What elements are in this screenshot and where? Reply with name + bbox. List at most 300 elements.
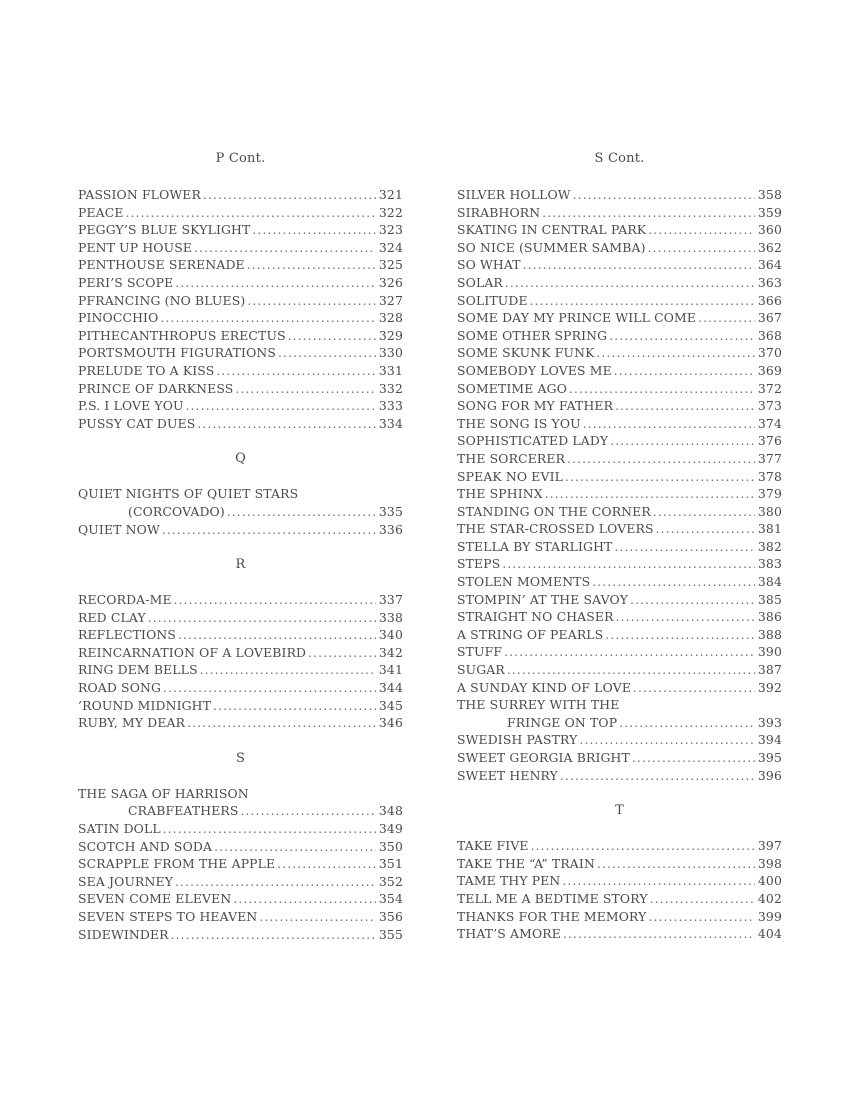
entry-title: SOPHISTICATED LADY [457, 433, 609, 449]
index-entry[interactable] [78, 274, 403, 292]
page-number: 398 [757, 855, 782, 871]
page-number: 344 [378, 680, 403, 696]
dot-leader [214, 839, 376, 857]
page-number: 369 [757, 362, 782, 378]
entry-title: RUBY, MY DEAR [78, 715, 186, 731]
index-entry[interactable] [457, 573, 782, 591]
entry-title: PUSSY CAT DUES [78, 415, 196, 431]
page-number: 342 [378, 644, 403, 660]
entry-title: QUIET NOW [78, 521, 160, 537]
section-letter-heading: Q [235, 451, 246, 467]
dot-leader [560, 768, 755, 786]
dot-leader [630, 592, 755, 610]
index-entry[interactable] [457, 432, 782, 450]
index-section [78, 186, 403, 432]
page-number: 324 [378, 239, 403, 255]
entry-title: PRINCE OF DARKNESS [78, 380, 234, 396]
index-entry[interactable] [78, 873, 403, 891]
index-entry[interactable] [78, 714, 403, 732]
entry-title: SEVEN COME ELEVEN [78, 891, 232, 907]
dot-leader [592, 574, 755, 592]
dot-leader [126, 205, 376, 223]
index-entry[interactable] [457, 309, 782, 327]
index-entry[interactable] [457, 925, 782, 943]
entry-title: SWEET GEORGIA BRIGHT [457, 750, 630, 765]
dot-leader [197, 416, 375, 434]
entry-title: SWEDISH PASTRY [457, 732, 578, 748]
dot-leader [200, 662, 376, 680]
index-entry[interactable] [78, 591, 403, 609]
page-number: 356 [378, 909, 403, 924]
dot-leader [148, 610, 376, 628]
dot-leader [597, 856, 755, 874]
page-number: 327 [378, 292, 403, 308]
entry-title: PINOCCHIO [78, 310, 159, 326]
entry-title: THE SURREY WITH THE [457, 697, 620, 713]
dot-leader [160, 310, 375, 328]
page-number: 386 [757, 609, 782, 625]
index-entry[interactable] [457, 591, 782, 609]
index-entry[interactable] [457, 204, 782, 222]
entry-title: SPEAK NO EVIL [457, 468, 564, 484]
page-number: 360 [757, 222, 782, 238]
entry-title: SCRAPPLE FROM THE APPLE [78, 856, 276, 872]
index-entry[interactable] [457, 767, 782, 785]
entry-title: TAME THY PEN [457, 873, 561, 889]
dot-leader [597, 345, 755, 363]
index-entry[interactable] [457, 890, 782, 908]
page-number: 373 [757, 398, 782, 414]
right-column [457, 150, 782, 943]
dot-leader [632, 750, 755, 768]
index-entry[interactable] [78, 838, 403, 856]
entry-title: RING DEM BELLS [78, 662, 198, 678]
dot-leader [507, 662, 755, 680]
entry-title: SOMEBODY LOVES ME [457, 362, 612, 378]
entry-title-continuation: FRINGE ON TOP [507, 714, 618, 730]
section-letter-heading: T [615, 803, 624, 819]
index-entry[interactable] [78, 221, 403, 239]
dot-leader [698, 310, 755, 328]
dot-leader [216, 363, 376, 381]
index-entry[interactable] [457, 520, 782, 538]
page-number: 388 [757, 626, 782, 642]
dot-leader [174, 592, 376, 610]
entry-title: PENTHOUSE SERENADE [78, 257, 245, 273]
page-number: 402 [757, 890, 782, 906]
index-entry[interactable] [78, 521, 403, 539]
entry-title: PFRANCING (NO BLUES) [78, 292, 246, 308]
index-entry[interactable] [78, 204, 403, 222]
index-entry[interactable] [457, 380, 782, 398]
page-number: 348 [378, 803, 403, 819]
index-entry[interactable] [457, 327, 782, 345]
dot-leader [523, 257, 755, 275]
entry-title: PASSION FLOWER [78, 187, 201, 202]
entry-title: SUGAR [457, 662, 505, 678]
page-number: 372 [757, 380, 782, 396]
page-number: 364 [757, 257, 782, 273]
index-entry[interactable] [457, 362, 782, 380]
entry-title: SO NICE (SUMMER SAMBA) [457, 239, 646, 255]
index-entry[interactable] [78, 908, 403, 926]
page-number: 368 [757, 327, 782, 343]
dot-leader [504, 644, 755, 662]
page-number: 370 [757, 345, 782, 361]
entry-title: STOLEN MOMENTS [457, 574, 591, 590]
index-entry[interactable] [457, 415, 782, 433]
entry-title: STRAIGHT NO CHASER [457, 609, 614, 625]
index-entry[interactable] [457, 344, 782, 362]
index-entry[interactable] [78, 820, 403, 838]
entry-title: THANKS FOR THE MEMORY [457, 908, 647, 924]
dot-leader [175, 275, 376, 293]
page-number: 393 [757, 714, 782, 730]
page-number: 394 [757, 732, 782, 748]
page-number: 321 [378, 187, 403, 202]
entry-title: SKATING IN CENTRAL PARK [457, 222, 647, 238]
dot-leader [648, 909, 754, 927]
index-entry[interactable] [78, 362, 403, 380]
entry-title: A SUNDAY KIND OF LOVE [457, 679, 632, 695]
dot-leader [633, 680, 755, 698]
page-number: 362 [757, 239, 782, 255]
entry-title: ’ROUND MIDNIGHT [78, 697, 212, 713]
index-entry[interactable] [457, 714, 782, 732]
entry-title: P.S. I LOVE YOU [78, 398, 184, 414]
page-number: 359 [757, 204, 782, 220]
entry-title: PITHECANTHROPUS ERECTUS [78, 327, 286, 343]
page-number: 328 [378, 310, 403, 326]
entry-title: STEPS [457, 556, 501, 572]
dot-leader [163, 680, 376, 698]
page-number: 331 [378, 362, 403, 378]
page-number: 349 [378, 821, 403, 837]
page-number: 340 [378, 627, 403, 643]
index-section [78, 591, 403, 732]
entry-title: SOME SKUNK FUNK [457, 345, 595, 361]
entry-title: SWEET HENRY [457, 767, 558, 783]
page-number: 377 [757, 450, 782, 466]
entry-title: PERI’S SCOPE [78, 274, 174, 290]
index-entry[interactable] [457, 274, 782, 292]
page-number: 358 [757, 187, 782, 202]
dot-leader [565, 469, 755, 487]
entry-title: RECORDA-ME [78, 592, 172, 608]
dot-leader [573, 187, 755, 205]
index-entry[interactable] [78, 415, 403, 433]
page-number: 379 [757, 486, 782, 502]
index-entry[interactable] [457, 731, 782, 749]
page-number: 350 [378, 838, 403, 854]
entry-title: ROAD SONG [78, 680, 162, 696]
dot-leader [648, 240, 755, 258]
dot-leader [175, 874, 376, 892]
page-number: 390 [757, 644, 782, 660]
dot-leader [616, 609, 755, 627]
dot-leader [278, 345, 376, 363]
index-entry-wrapped[interactable] [457, 696, 782, 731]
index-entry-wrapped[interactable] [78, 485, 403, 520]
dot-leader [308, 645, 376, 663]
index-section [457, 186, 782, 784]
index-entry[interactable] [78, 609, 403, 627]
index-entry[interactable] [78, 292, 403, 310]
page-number: 395 [757, 750, 782, 765]
entry-title: SIDEWINDER [78, 926, 169, 942]
entry-title: SIRABHORN [457, 204, 541, 220]
dot-leader [288, 328, 376, 346]
dot-leader [247, 257, 376, 275]
dot-leader [162, 522, 376, 540]
section-letter-heading: R [235, 557, 246, 573]
index-section [78, 785, 403, 943]
entry-title: TAKE THE “A” TRAIN [457, 855, 595, 871]
dot-leader [235, 381, 376, 399]
index-entry[interactable] [78, 186, 403, 204]
dot-leader [615, 398, 755, 416]
index-entry[interactable] [457, 292, 782, 310]
dot-leader [614, 363, 755, 381]
dot-leader [233, 891, 376, 909]
index-entry[interactable] [457, 837, 782, 855]
index-entry[interactable] [78, 855, 403, 873]
dot-leader [579, 732, 754, 750]
index-entry[interactable] [78, 661, 403, 679]
index-entry[interactable] [78, 309, 403, 327]
entry-title: THE STAR-CROSSED LOVERS [457, 521, 654, 537]
index-entry[interactable] [78, 239, 403, 257]
index-section [78, 485, 403, 538]
index-entry[interactable] [457, 503, 782, 521]
page-number: 334 [378, 415, 403, 431]
page-number: 392 [757, 679, 782, 695]
entry-title: SO WHAT [457, 257, 521, 273]
column-heading: P Cont. [215, 151, 266, 166]
page-number: 322 [378, 204, 403, 220]
dot-leader [656, 521, 755, 539]
dot-leader [194, 240, 376, 258]
dot-leader [619, 715, 755, 733]
dot-leader [583, 416, 755, 434]
entry-title: THE SORCERER [457, 450, 566, 466]
page-number: 352 [378, 873, 403, 889]
dot-leader [610, 433, 755, 451]
page-number: 374 [757, 415, 782, 431]
index-entry-wrapped[interactable] [78, 785, 403, 820]
dot-leader [203, 187, 376, 205]
section-list [78, 186, 403, 943]
index-entry[interactable] [457, 626, 782, 644]
dot-leader [247, 293, 376, 311]
index-entry[interactable] [457, 608, 782, 626]
entry-title-continuation: CRABFEATHERS [128, 803, 239, 819]
entry-title: A STRING OF PEARLS [457, 626, 604, 642]
entry-title: TAKE FIVE [457, 838, 529, 854]
page-number: 366 [757, 292, 782, 308]
page-number: 341 [378, 662, 403, 678]
dot-leader [163, 821, 376, 839]
index-entry[interactable] [78, 890, 403, 908]
page-number: 382 [757, 538, 782, 554]
index-entry[interactable] [457, 872, 782, 890]
page-number: 397 [757, 838, 782, 854]
page-number: 333 [378, 398, 403, 414]
index-entry[interactable] [457, 855, 782, 873]
entry-title-continuation: (CORCOVADO) [128, 503, 225, 519]
page-number: 400 [757, 873, 782, 889]
page-number: 329 [378, 327, 403, 343]
entry-title: SATIN DOLL [78, 821, 161, 837]
dot-leader [171, 927, 376, 945]
index-entry[interactable] [457, 555, 782, 573]
dot-leader [227, 504, 376, 522]
entry-title: PEGGY’S BLUE SKYLIGHT [78, 222, 251, 238]
dot-leader [530, 293, 755, 311]
dot-leader [648, 222, 755, 240]
page-number: 404 [757, 926, 782, 942]
entry-title: PEACE [78, 204, 124, 220]
entry-title: SOLAR [457, 274, 503, 290]
index-entry[interactable] [457, 256, 782, 274]
page-number: 380 [757, 503, 782, 519]
entry-title: PENT UP HOUSE [78, 239, 193, 255]
entry-title: PRELUDE TO A KISS [78, 362, 215, 378]
entry-title: STOMPIN’ AT THE SAVOY [457, 591, 629, 607]
page-number: 345 [378, 697, 403, 713]
index-entry[interactable] [457, 221, 782, 239]
index-entry[interactable] [78, 679, 403, 697]
page-number: 336 [378, 521, 403, 537]
index-entry[interactable] [457, 239, 782, 257]
dot-leader [178, 627, 376, 645]
index-entry[interactable] [78, 644, 403, 662]
index-entry[interactable] [457, 450, 782, 468]
dot-leader [505, 275, 755, 293]
index-entry[interactable] [457, 661, 782, 679]
page-number: 376 [757, 433, 782, 449]
column-heading: S Cont. [594, 151, 645, 166]
dot-leader [562, 873, 754, 891]
index-section [457, 837, 782, 943]
index-entry[interactable] [78, 802, 403, 820]
index-entry[interactable] [78, 626, 403, 644]
dot-leader [241, 803, 376, 821]
index-entry[interactable] [457, 643, 782, 661]
page-number: 326 [378, 274, 403, 290]
page-number: 396 [757, 767, 782, 783]
page-number: 335 [378, 503, 403, 519]
index-entry[interactable] [457, 186, 782, 204]
index-entry[interactable] [78, 327, 403, 345]
dot-leader [545, 486, 755, 504]
entry-title: THE SPHINX [457, 486, 543, 502]
index-entry[interactable] [457, 538, 782, 556]
dot-leader [567, 451, 755, 469]
page-number: 332 [378, 380, 403, 396]
section-letter-heading: S [235, 750, 246, 766]
dot-leader [277, 856, 376, 874]
page-number: 378 [757, 468, 782, 484]
entry-title: SONG FOR MY FATHER [457, 398, 614, 414]
page-number: 381 [757, 521, 782, 537]
section-list [457, 186, 782, 943]
index-entry[interactable] [78, 926, 403, 944]
entry-title: SOME DAY MY PRINCE WILL COME [457, 310, 697, 326]
page-number: 338 [378, 609, 403, 625]
entry-title: SOME OTHER SPRING [457, 327, 608, 343]
entry-title: SEA JOURNEY [78, 873, 174, 889]
dot-leader [531, 838, 755, 856]
entry-title: TELL ME A BEDTIME STORY [457, 890, 648, 906]
entry-title: THE SAGA OF HARRISON [78, 785, 249, 801]
entry-title: RED CLAY [78, 609, 146, 625]
index-entry[interactable] [78, 697, 403, 715]
index-entry[interactable] [78, 503, 403, 521]
page-number: 354 [378, 891, 403, 907]
page-number: 387 [757, 662, 782, 678]
entry-title: SILVER HOLLOW [457, 187, 571, 202]
page-number: 325 [378, 257, 403, 273]
page-number: 385 [757, 591, 782, 607]
dot-leader [259, 909, 375, 927]
entry-title: SOLITUDE [457, 292, 528, 308]
dot-leader [605, 627, 755, 645]
index-entry[interactable] [457, 749, 782, 767]
dot-leader [563, 926, 755, 944]
index-entry[interactable] [457, 908, 782, 926]
entry-title: REINCARNATION OF A LOVEBIRD [78, 644, 307, 660]
page-number: 355 [378, 926, 403, 942]
entry-title: SOMETIME AGO [457, 380, 568, 396]
dot-leader [502, 556, 755, 574]
index-entry[interactable] [78, 256, 403, 274]
index-entry[interactable] [457, 397, 782, 415]
dot-leader [252, 222, 375, 240]
entry-title: QUIET NIGHTS OF QUIET STARS [78, 486, 299, 502]
index-entry[interactable] [78, 397, 403, 415]
dot-leader [650, 891, 755, 909]
page-number: 337 [378, 592, 403, 608]
dot-leader [609, 328, 755, 346]
page-number: 346 [378, 715, 403, 731]
page-number: 383 [757, 556, 782, 572]
entry-title: THE SONG IS YOU [457, 415, 581, 431]
entry-title: REFLECTIONS [78, 627, 177, 643]
page-number: 351 [378, 856, 403, 872]
entry-title: PORTSMOUTH FIGURATIONS [78, 345, 277, 361]
page-number: 363 [757, 274, 782, 290]
page-number: 330 [378, 345, 403, 361]
index-entry[interactable] [457, 485, 782, 503]
page-number: 384 [757, 574, 782, 590]
entry-title: SEVEN STEPS TO HEAVEN [78, 909, 258, 924]
entry-title: STELLA BY STARLIGHT [457, 538, 613, 554]
dot-leader [614, 539, 754, 557]
page-number: 367 [757, 310, 782, 326]
entry-title: THAT’S AMORE [457, 926, 561, 942]
dot-leader [542, 205, 755, 223]
dot-leader [653, 504, 755, 522]
page-number: 399 [757, 908, 782, 924]
entry-title: STANDING ON THE CORNER [457, 503, 651, 519]
index-entry[interactable] [78, 380, 403, 398]
index-entry[interactable] [457, 679, 782, 697]
index-entry[interactable] [78, 344, 403, 362]
dot-leader [186, 398, 376, 416]
index-entry[interactable] [457, 468, 782, 486]
entry-title: SCOTCH AND SODA [78, 838, 213, 854]
